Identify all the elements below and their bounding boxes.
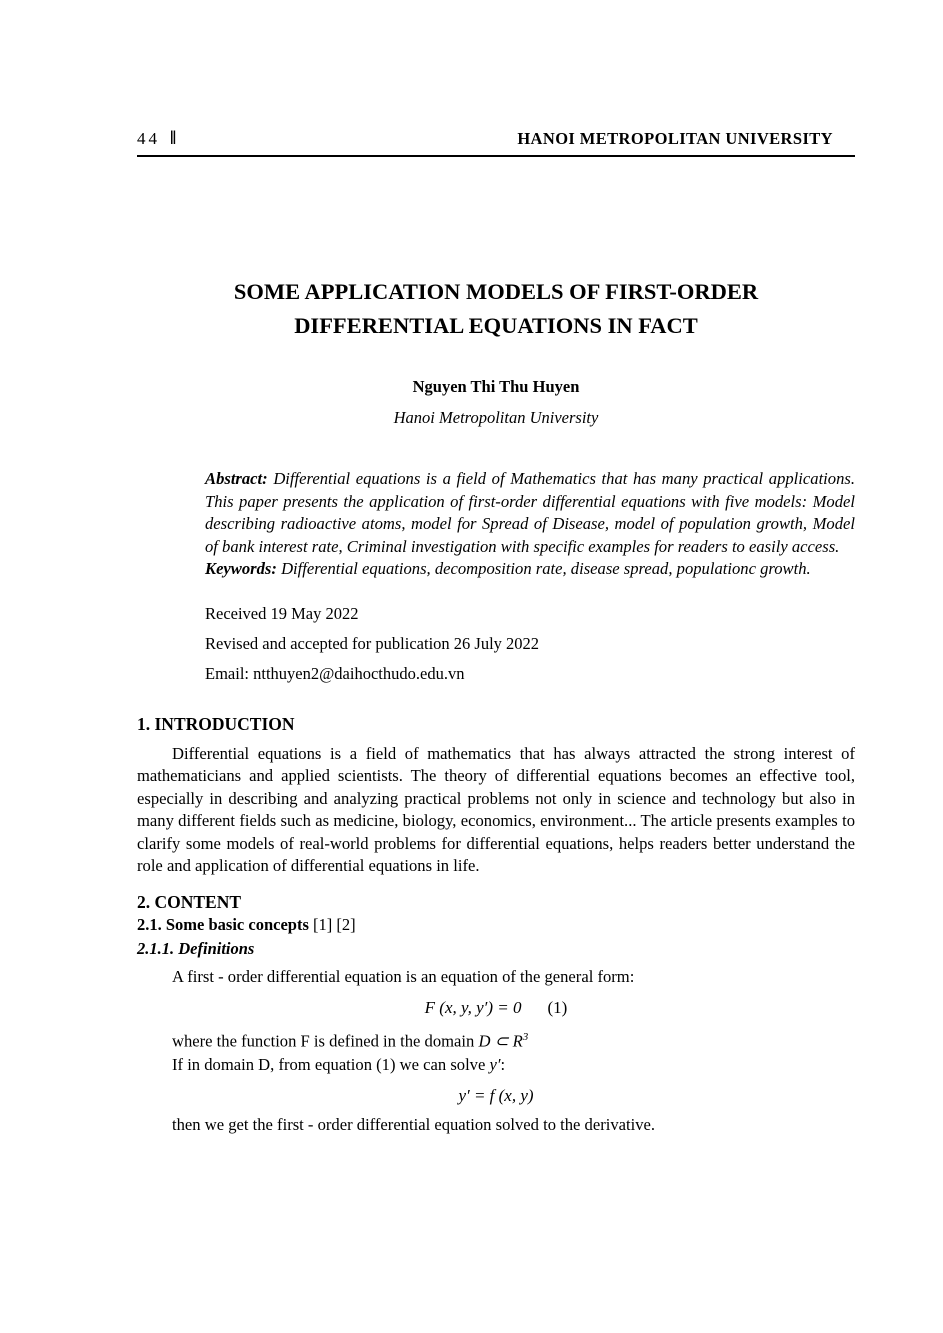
definition-intro-line: A first - order differential equation is an equation of the general form: bbox=[172, 966, 635, 986]
abstract-paragraph bbox=[205, 468, 855, 558]
revised-date: Revised and accepted for publication 26 July 2022 bbox=[205, 633, 540, 653]
page-number-group bbox=[137, 128, 176, 150]
page-number: 44 bbox=[137, 129, 160, 148]
equation-1 bbox=[137, 998, 855, 1018]
solve-line-math: y′ bbox=[489, 1055, 501, 1075]
equation-1-number: (1) bbox=[547, 997, 568, 1017]
domain-line-text: where the function F is defined in the domain bbox=[172, 1031, 479, 1051]
keywords-paragraph bbox=[205, 558, 855, 581]
abstract-section bbox=[205, 468, 855, 581]
journal-name: HANOI METROPOLITAN UNIVERSITY bbox=[517, 129, 833, 148]
received-date: Received 19 May 2022 bbox=[205, 603, 359, 623]
subsection-heading bbox=[137, 915, 855, 935]
equation-2 bbox=[137, 1086, 855, 1106]
subsubsection-heading: 2.1.1. Definitions bbox=[137, 938, 255, 958]
page-header bbox=[137, 128, 855, 157]
article-meta bbox=[205, 605, 855, 682]
domain-math-exponent: 3 bbox=[522, 1030, 529, 1043]
equation-2-body: y′ = f (x, y) bbox=[458, 1086, 534, 1106]
equation-1-body: F (x, y, y′) = 0 bbox=[424, 997, 522, 1017]
solve-line bbox=[137, 1053, 855, 1077]
introduction-paragraph: Differential equations is a field of mathematics that has always attracted the strong interest of mathematicians and applied scientists. The theory of differential equations becomes an effective tool, especially in describing and analyzing practical problems not only in science and technology but also in many different fields such as medicine, biology, economics, environment... The article presents examples to clarify some models of real-world problems for differential equations, helps readers better understand the role and application of differential equations in life. bbox=[137, 743, 855, 875]
abstract-label: Abstract: bbox=[205, 469, 274, 488]
closing-line: then we get the first - order differential equation solved to the derivative. bbox=[172, 1115, 656, 1135]
solve-line-colon: : bbox=[500, 1055, 506, 1075]
section-heading-introduction: 1. INTRODUCTION bbox=[137, 713, 295, 734]
paper-title-line1: SOME APPLICATION MODELS OF FIRST-ORDER bbox=[233, 279, 759, 304]
keywords-label: Keywords: bbox=[205, 559, 282, 578]
subsection-title: 2.1. Some basic concepts bbox=[137, 914, 309, 934]
citation-refs: [1] [2] bbox=[308, 914, 356, 934]
section-heading-content: 2. CONTENT bbox=[137, 891, 242, 912]
author-affiliation: Hanoi Metropolitan University bbox=[393, 408, 599, 427]
author-name: Nguyen Thi Thu Huyen bbox=[412, 377, 580, 396]
solve-line-text: If in domain D, from equation (1) we can solve bbox=[172, 1055, 490, 1075]
paper-title bbox=[137, 275, 855, 343]
keywords-text: Differential equations, decomposition rate, disease spread, populationc growth. bbox=[281, 559, 811, 578]
abstract-text: Differential equations is a field of Mathematics that has many practical applications. This paper presents the application of first-order differential equations with five models: Model describing radioactive atoms, model for Spread of Disease, model of population growth, Model of bank interest rate, Criminal investigation with specific examples for readers to easily access. bbox=[205, 469, 855, 556]
domain-math: D ⊂ R bbox=[478, 1031, 523, 1051]
double-bar-divider: ‖ bbox=[170, 128, 177, 149]
contact-email: Email: ntthuyen2@daihocthudo.edu.vn bbox=[205, 663, 465, 683]
paper-title-line2: DIFFERENTIAL EQUATIONS IN FACT bbox=[294, 313, 698, 338]
domain-line bbox=[137, 1025, 855, 1054]
